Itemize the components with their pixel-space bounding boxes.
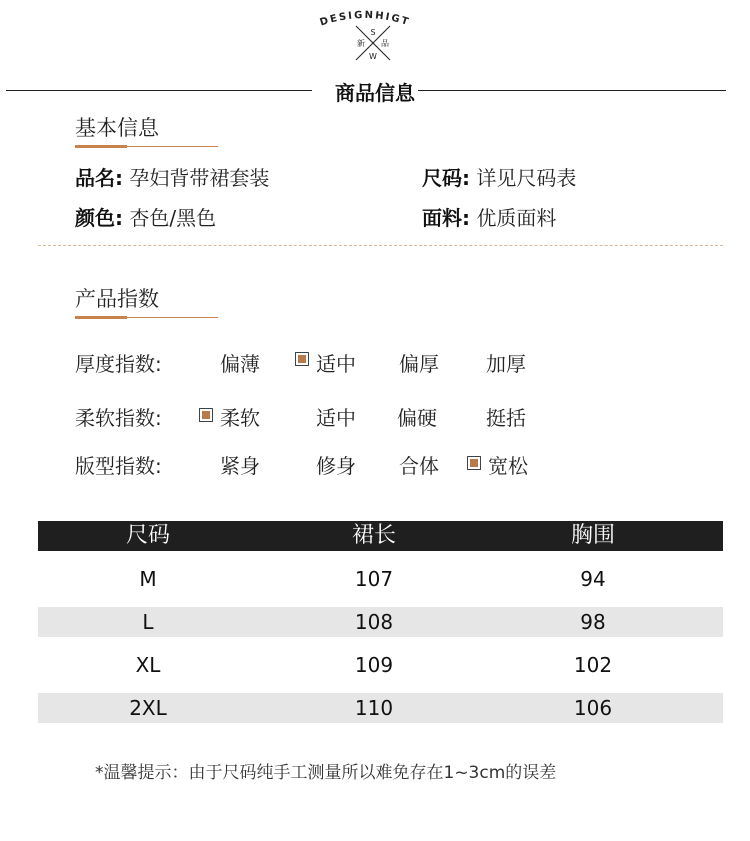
- table-cell: 108: [354, 610, 394, 634]
- selected-checkbox-icon: [199, 408, 213, 422]
- column-header-length: 裙长: [351, 523, 396, 548]
- table-cell: 94: [580, 567, 606, 591]
- section-underline-accent: [75, 316, 127, 319]
- table-row: [38, 607, 723, 637]
- section-underline-accent: [75, 145, 127, 148]
- info-item-fabric: 面料: 优质面料: [422, 206, 557, 230]
- table-row: [38, 650, 723, 680]
- thickness-option: 偏薄: [220, 352, 260, 376]
- table-cell: 2XL: [129, 696, 167, 720]
- softness-index-label: 柔软指数:: [75, 406, 162, 430]
- selected-checkbox-icon: [467, 456, 481, 470]
- info-item-size: 尺码: 详见尺码表: [422, 166, 577, 190]
- column-header-size: 尺码: [125, 523, 170, 548]
- svg-text:S: S: [370, 28, 376, 37]
- brand-name: DESIGNHIGT: [318, 9, 412, 29]
- measurement-note: *温馨提示：由于尺码纯手工测量所以难免存在1~3cm的误差: [95, 763, 557, 783]
- product-index-title: 产品指数: [75, 287, 159, 311]
- info-item-color: 颜色: 杏色/黑色: [75, 206, 217, 230]
- table-cell: L: [142, 610, 154, 634]
- table-cell: M: [139, 567, 157, 591]
- table-cell: 110: [354, 696, 394, 720]
- table-cell: 102: [573, 653, 613, 677]
- table-cell: 106: [573, 696, 613, 720]
- softness-option: 挺括: [486, 406, 526, 430]
- info-item-name: 品名: 孕妇背带裙套装: [75, 166, 270, 190]
- table-cell: 98: [580, 610, 606, 634]
- table-row: [38, 693, 723, 723]
- fit-option-selected: 宽松: [488, 454, 528, 478]
- section-underline-line: [127, 146, 218, 147]
- thickness-index-label: 厚度指数:: [75, 352, 162, 376]
- selected-checkbox-icon: [295, 352, 309, 366]
- basic-info-title: 基本信息: [75, 116, 159, 140]
- fit-option: 修身: [316, 454, 356, 478]
- page-title: 商品信息: [335, 81, 415, 105]
- table-cell: 107: [354, 567, 394, 591]
- table-cell: XL: [135, 653, 161, 677]
- fit-index-label: 版型指数:: [75, 454, 162, 478]
- size-table-header: [38, 521, 723, 551]
- thickness-option: 加厚: [486, 352, 526, 376]
- column-header-bust: 胸围: [570, 523, 615, 548]
- softness-option-selected: 柔软: [220, 406, 260, 430]
- svg-text:W: W: [369, 52, 377, 61]
- thickness-option: 偏厚: [399, 352, 439, 376]
- svg-text:新: 新: [357, 39, 365, 48]
- table-cell: 109: [354, 653, 394, 677]
- softness-option: 偏硬: [397, 406, 437, 430]
- svg-text:品: 品: [381, 39, 389, 48]
- section-underline-line: [127, 317, 218, 318]
- section-divider: [38, 245, 723, 246]
- thickness-option-selected: 适中: [316, 352, 356, 376]
- softness-option: 适中: [316, 406, 356, 430]
- brand-badge-icon: [352, 22, 394, 64]
- fit-option: 合体: [399, 454, 439, 478]
- fit-option: 紧身: [220, 454, 260, 478]
- table-row: [38, 564, 723, 594]
